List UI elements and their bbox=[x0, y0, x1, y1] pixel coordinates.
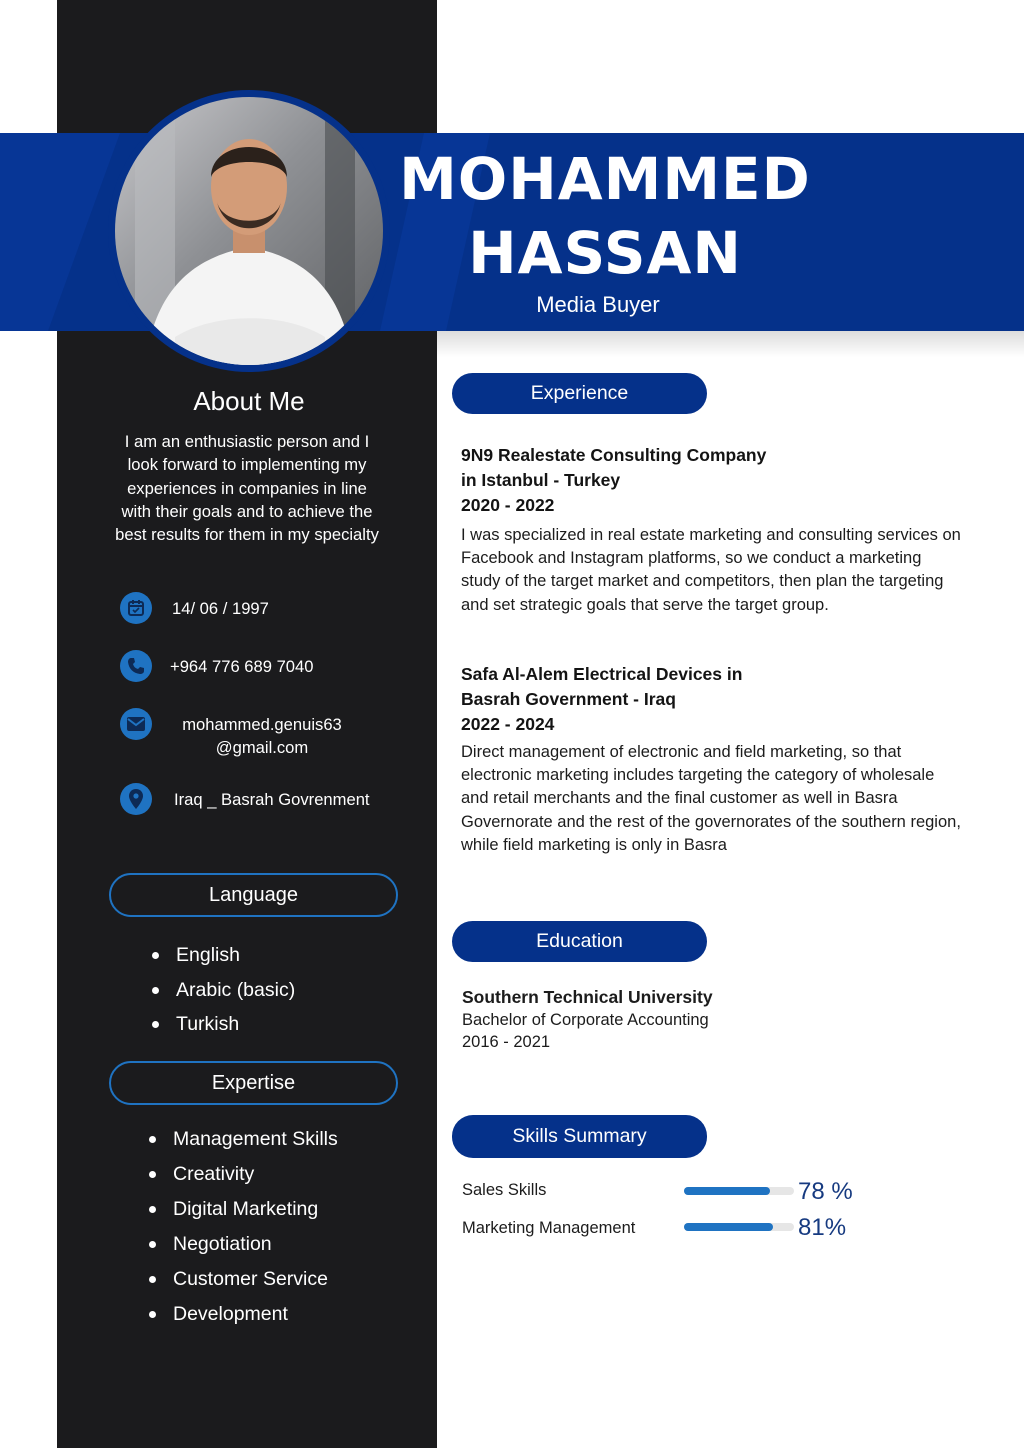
skill-1-fill bbox=[684, 1187, 770, 1195]
email-line-2: @gmail.com bbox=[215, 738, 309, 757]
banner-stripe bbox=[0, 133, 120, 331]
education-heading: Education bbox=[452, 921, 707, 962]
phone-icon bbox=[120, 650, 152, 682]
skill-1-percent: 78 % bbox=[798, 1178, 853, 1205]
skill-1-name: Sales Skills bbox=[462, 1181, 547, 1199]
skill-2-bar bbox=[684, 1223, 794, 1231]
job-role: Media Buyer bbox=[536, 292, 660, 317]
job-1-years: 2020 - 2022 bbox=[461, 495, 555, 515]
job-2-location: Basrah Government - Iraq bbox=[461, 689, 676, 709]
job-2-company: Safa Al-Alem Electrical Devices in bbox=[461, 664, 743, 684]
email-address bbox=[172, 713, 352, 759]
banner-shadow bbox=[437, 331, 1024, 357]
skill-2-percent: 81% bbox=[798, 1214, 847, 1241]
experience-heading: Experience bbox=[452, 373, 707, 414]
job-1-location: in Istanbul - Turkey bbox=[461, 470, 621, 490]
expertise-item: Customer Service bbox=[149, 1262, 338, 1297]
skill-1-bar bbox=[684, 1187, 794, 1195]
job-2-header bbox=[461, 662, 742, 737]
job-1-description: I was specialized in real estate marketing and consulting services on Facebook and Instagram platforms, so we conduct a marketing study of the target market and competitors, then plan the targeting and set strategic goals that serve the target group. bbox=[461, 526, 961, 614]
language-item: Arabic (basic) bbox=[152, 973, 295, 1008]
language-item: Turkish bbox=[152, 1007, 295, 1042]
skill-2-name: Marketing Management bbox=[462, 1219, 636, 1237]
location: Iraq _ Basrah Govrenment bbox=[174, 790, 370, 809]
job-1-company: 9N9 Realestate Consulting Company bbox=[461, 445, 767, 465]
degree: Bachelor of Corporate Accounting bbox=[462, 1010, 709, 1029]
expertise-item: Creativity bbox=[149, 1157, 338, 1192]
expertise-item: Negotiation bbox=[149, 1227, 338, 1262]
expertise-item: Management Skills bbox=[149, 1122, 338, 1157]
location-pin-icon bbox=[120, 783, 152, 815]
language-item: English bbox=[152, 938, 295, 973]
birthdate: 14/ 06 / 1997 bbox=[172, 599, 269, 618]
expertise-heading: Expertise bbox=[109, 1061, 398, 1105]
education-years: 2016 - 2021 bbox=[462, 1033, 551, 1051]
language-list bbox=[152, 938, 295, 1042]
school-name: Southern Technical University bbox=[462, 987, 713, 1007]
job-1-header bbox=[461, 443, 766, 518]
expertise-item: Digital Marketing bbox=[149, 1192, 338, 1227]
skill-2-fill bbox=[684, 1223, 773, 1231]
person-photo-icon bbox=[115, 97, 383, 365]
avatar bbox=[115, 97, 383, 365]
language-heading: Language bbox=[109, 873, 398, 917]
last-name: HASSAN bbox=[468, 219, 742, 287]
email-line-1: mohammed.genuis63 bbox=[182, 715, 342, 734]
about-text: I am an enthusiastic person and I look forward to implementing my experiences in companies in line with their goals and to achieve the best results for them in my specialty bbox=[115, 432, 379, 545]
expertise-list bbox=[149, 1122, 338, 1331]
about-title: About Me bbox=[193, 386, 305, 416]
skills-heading: Skills Summary bbox=[452, 1115, 707, 1158]
job-2-description: Direct management of electronic and field marketing, so that electronic marketing includes targeting the category of wholesale and retail merchants and the final customer as well in Basra Governorate and the rest of the governorates of the southern region, while field marketing is only in Basra bbox=[461, 743, 961, 854]
calendar-icon bbox=[120, 592, 152, 624]
job-2-years: 2022 - 2024 bbox=[461, 714, 555, 734]
expertise-item: Development bbox=[149, 1297, 338, 1332]
email-icon bbox=[120, 708, 152, 740]
education-entry bbox=[462, 986, 713, 1054]
first-name: MOHAMMED bbox=[399, 145, 811, 213]
phone-number: +964 776 689 7040 bbox=[170, 657, 314, 676]
